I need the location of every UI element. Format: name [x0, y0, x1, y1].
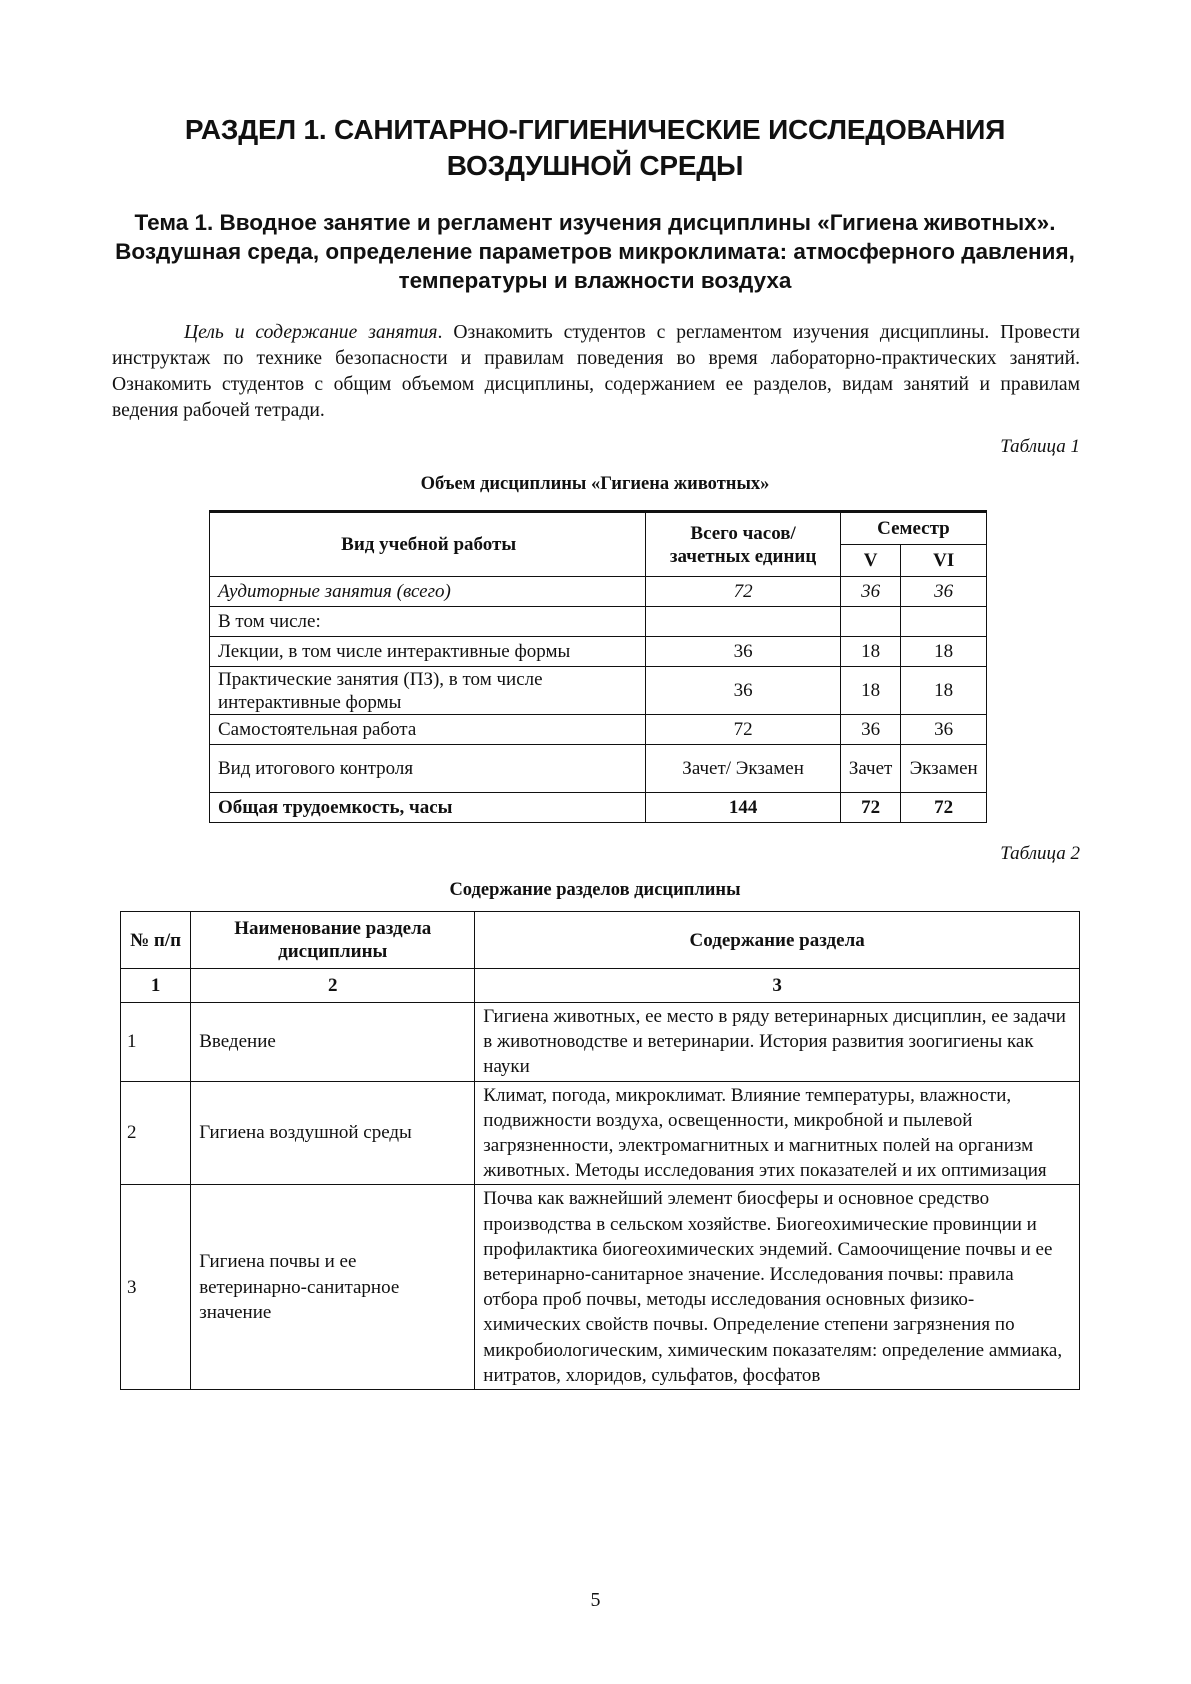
row-sem-v: 36 — [840, 577, 900, 607]
table-row — [121, 1081, 1080, 1185]
row-total: 72 — [646, 577, 841, 607]
table2-number: Таблица 2 — [1000, 843, 1080, 864]
header-semester-vi: VI — [901, 545, 987, 577]
row-sem-v: 72 — [840, 793, 900, 823]
section-heading: РАЗДЕЛ 1. САНИТАРНО-ГИГИЕНИЧЕСКИЕ ИССЛЕДОВАНИЯ ВОЗДУШНОЙ СРЕДЫ — [184, 114, 1006, 181]
section-number: 2 — [121, 1081, 191, 1185]
table-row — [210, 637, 987, 667]
table2-title: Содержание разделов дисциплины — [449, 880, 741, 900]
row-sem-vi: 36 — [901, 715, 987, 745]
row-sem-v: 18 — [840, 667, 900, 715]
header-section-name: Наименование раздела дисциплины — [191, 912, 475, 969]
header-section-content: Содержание раздела — [475, 912, 1080, 969]
section-content: Почва как важнейший элемент биосферы и основное средство производства в сельском хозяйстве. Биогеохимические провинции и профилактика биогеохимических эндемий. Самоочищение почвы и ее ветеринарно-санитарное значение. Исследования почвы: правила отбора проб почвы, методы исследования основных физико-химических свойств почвы. Определение степени загрязнения по микробиологическим, химическим показателям: определение аммиака, нитратов, хлоридов, сульфатов, фосфатов — [475, 1185, 1080, 1390]
topic-heading: Тема 1. Вводное занятие и регламент изучения дисциплины «Гигиена животных». Воздушная среда, определение параметров микроклимата: атмосферного давления, температуры и влажности воздуха — [115, 210, 1075, 293]
row-sem-vi: 18 — [901, 637, 987, 667]
row-sem-vi: 18 — [901, 667, 987, 715]
row-total: 36 — [646, 667, 841, 715]
table-row — [121, 1185, 1080, 1390]
table1-number: Таблица 1 — [1000, 436, 1080, 457]
row-total — [646, 607, 841, 637]
header-work-type: Вид учебной работы — [210, 512, 646, 577]
header-semester-v: V — [840, 545, 900, 577]
intro-text: . Ознакомить студентов с регламентом изучения дисциплины. Провести инструктаж по технике безопасности и правилам поведения во время лабораторно-практических занятий. Ознакомить студентов с общим объемом дисциплины, содержанием ее разделов, видам занятий и правилам ведения рабочей тетради. — [112, 322, 1080, 421]
header-total-hours: Всего часов/ зачетных единиц — [646, 512, 841, 577]
row-label: В том числе: — [210, 607, 646, 637]
table-row-total — [210, 793, 987, 823]
table-row — [210, 667, 987, 715]
column-number: 1 — [121, 969, 191, 1003]
column-number: 3 — [475, 969, 1080, 1003]
table-row — [210, 745, 987, 793]
row-sem-vi: Экзамен — [901, 745, 987, 793]
row-label: Общая трудоемкость, часы — [210, 793, 646, 823]
section-number: 1 — [121, 1003, 191, 1082]
row-label: Самостоятельная работа — [210, 715, 646, 745]
row-label: Аудиторные занятия (всего) — [210, 577, 646, 607]
row-sem-v: Зачет — [840, 745, 900, 793]
row-sem-v: 18 — [840, 637, 900, 667]
table-row — [210, 715, 987, 745]
row-sem-v — [840, 607, 900, 637]
row-sem-vi — [901, 607, 987, 637]
discipline-sections-table — [120, 911, 1080, 1390]
section-name: Гигиена воздушной среды — [191, 1081, 475, 1185]
page-number: 5 — [590, 1589, 601, 1611]
table-row — [121, 1003, 1080, 1082]
row-sem-v: 36 — [840, 715, 900, 745]
table2-column-numbers-row — [121, 969, 1080, 1003]
intro-paragraph — [112, 320, 1080, 424]
table1-title: Объем дисциплины «Гигиена животных» — [420, 474, 770, 494]
row-total: 36 — [646, 637, 841, 667]
header-number: № п/п — [121, 912, 191, 969]
section-content: Климат, погода, микроклимат. Влияние температуры, влажности, подвижности воздуха, освещенности, микробной и пылевой загрязненности, электромагнитных и магнитных полей на организм животных. Методы исследования этих показателей и их оптимизация — [475, 1081, 1080, 1185]
row-sem-vi: 36 — [901, 577, 987, 607]
section-number: 3 — [121, 1185, 191, 1390]
row-label: Вид итогового контроля — [210, 745, 646, 793]
row-sem-vi: 72 — [901, 793, 987, 823]
table2-header-row — [121, 912, 1080, 969]
row-total: 72 — [646, 715, 841, 745]
row-label: Лекции, в том числе интерактивные формы — [210, 637, 646, 667]
header-semester: Семестр — [840, 512, 986, 545]
section-content: Гигиена животных, ее место в ряду ветеринарных дисциплин, ее задачи в животноводстве и ветеринарии. История развития зоогигиены как науки — [475, 1003, 1080, 1082]
table1-header-row — [210, 512, 987, 545]
row-label: Практические занятия (ПЗ), в том числе интерактивные формы — [210, 667, 646, 715]
section-name: Гигиена почвы и ее ветеринарно-санитарное значение — [191, 1185, 475, 1390]
column-number: 2 — [191, 969, 475, 1003]
discipline-volume-table — [209, 510, 987, 823]
row-total: 144 — [646, 793, 841, 823]
table-row — [210, 577, 987, 607]
table-row — [210, 607, 987, 637]
intro-lead: Цель и содержание занятия — [184, 322, 438, 343]
section-name: Введение — [191, 1003, 475, 1082]
row-total: Зачет/ Экзамен — [646, 745, 841, 793]
